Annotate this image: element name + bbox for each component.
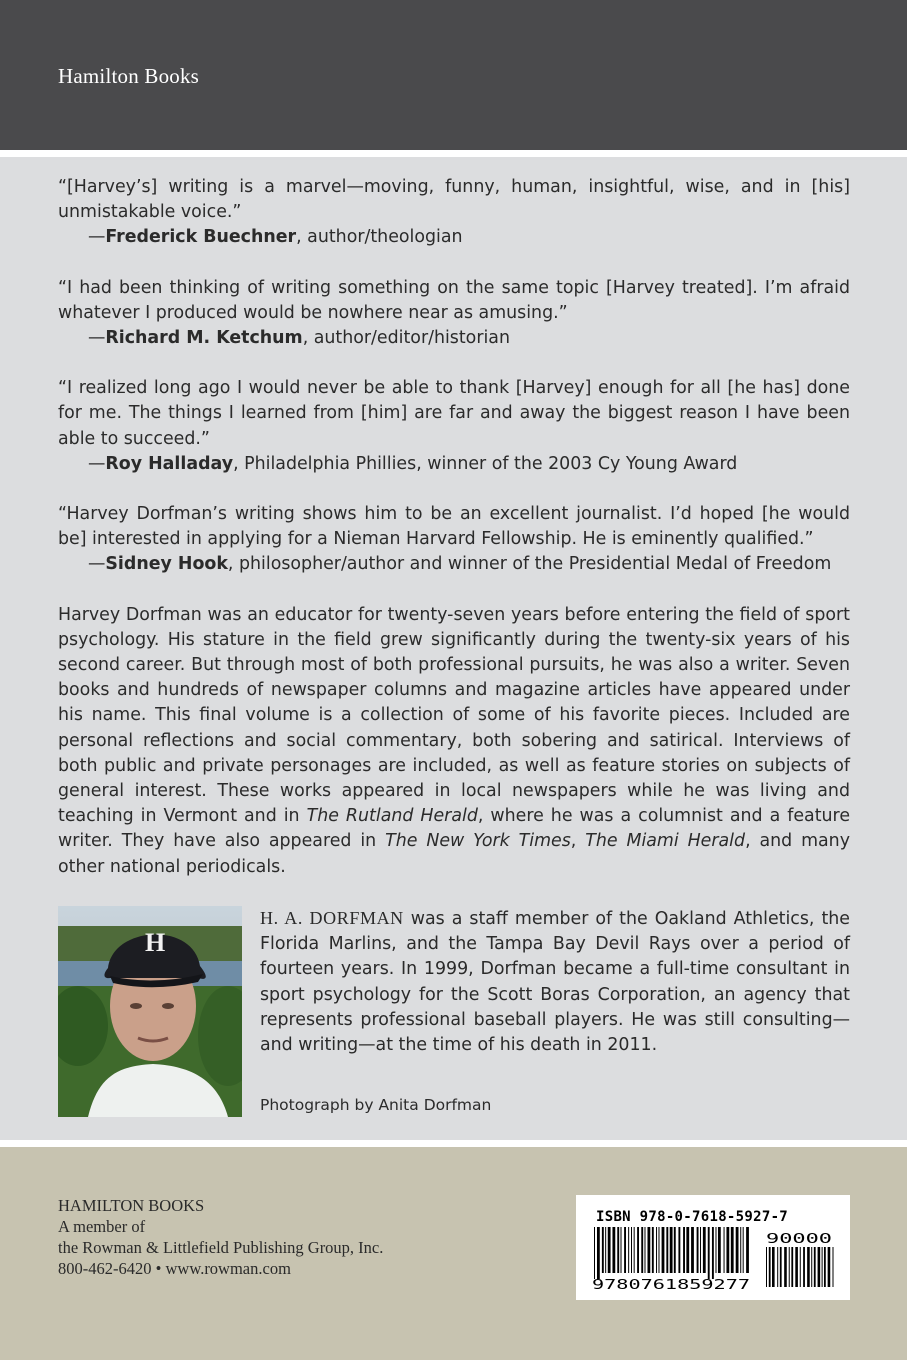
description-text: ,	[570, 831, 586, 852]
barcode-bar	[697, 1227, 699, 1273]
barcode-bar	[811, 1247, 812, 1287]
author-bio	[58, 906, 850, 1136]
endorser-role: , author/editor/historian	[302, 328, 510, 349]
publication-title: The New York Times	[385, 831, 571, 852]
publisher-imprint: HAMILTON BOOKS	[58, 1196, 205, 1215]
barcode-bar	[715, 1227, 716, 1273]
barcode-bar	[708, 1227, 710, 1279]
barcode-bar	[691, 1227, 694, 1273]
barcode-bar	[822, 1247, 823, 1287]
endorser-name: Richard M. Ketchum	[105, 328, 303, 349]
photo-credit: Photograph by Anita Dorfman	[260, 1096, 492, 1114]
endorsement-text: “I realized long ago I would never be able to thank [Harvey] enough for all [he has] done for me. The things I learned from [him] are far and away the biggest reason I have been able to succeed.”	[58, 378, 850, 449]
description-text: Harvey Dorfman was an educator for twenty-seven years before entering the field of sport psychology. His stature in the field grew significantly during the twenty-six years of his second career. But through most of both professional pursuits, he was also a writer. Seven books and hundreds of newspaper columns and magazine articles have appeared under his name. This final volume is a collection of some of his favorite pieces. Included are personal reflections and social commentary, both sobering and satirical. Interviews of both public and private personages are included, as well as feature stories on subjects of general interest. These works appeared in local newspapers while he was living and teaching in Vermont and in	[58, 604, 850, 827]
barcode-bar	[780, 1247, 782, 1287]
publication-title: The Miami Herald	[585, 831, 746, 852]
dash: —	[88, 328, 106, 349]
barcode-bar	[594, 1227, 595, 1279]
barcode-digits: 9780761859277	[592, 1278, 750, 1293]
barcode-bar	[678, 1227, 680, 1273]
barcode-bar	[674, 1227, 676, 1273]
endorsement-4	[58, 502, 850, 578]
top-banner	[0, 0, 907, 150]
endorsement-attribution	[58, 452, 850, 477]
barcode-bar	[769, 1247, 771, 1287]
barcode-bar	[740, 1227, 741, 1273]
barcode-bar	[644, 1227, 645, 1273]
author-name: H. A. DORFMAN	[260, 908, 404, 928]
endorsement-1	[58, 175, 850, 251]
book-description	[58, 603, 850, 880]
publisher-name: Hamilton Books	[58, 64, 200, 88]
endorsement-text: “[Harvey’s] writing is a marvel—moving, funny, human, insightful, wise, and in [his] unmistakable voice.”	[58, 177, 850, 223]
barcode-bar	[612, 1227, 615, 1273]
barcode-bar	[647, 1227, 650, 1273]
barcode-bar	[686, 1227, 689, 1273]
endorsement-2	[58, 276, 850, 352]
barcode-bar	[784, 1247, 787, 1287]
publisher-member: A member of	[58, 1217, 146, 1236]
isbn-label: ISBN 978-0-7618-5927-7	[596, 1209, 789, 1225]
barcode-bar	[766, 1247, 767, 1287]
barcode-bar	[624, 1227, 626, 1273]
barcode-bar	[724, 1227, 725, 1273]
blurb-column	[58, 175, 850, 880]
barcode-bar	[743, 1227, 744, 1273]
barcode-bar	[777, 1247, 778, 1287]
main-barcode-bars	[594, 1227, 749, 1279]
barcode-bar	[772, 1247, 775, 1287]
barcode-graphic	[576, 1195, 850, 1300]
barcode-bar	[791, 1247, 793, 1287]
endorser-role: , author/theologian	[296, 227, 463, 248]
barcode-bar	[718, 1227, 721, 1273]
barcode-bar	[621, 1227, 622, 1273]
barcode-bar	[807, 1247, 810, 1287]
barcode-bar	[605, 1227, 606, 1273]
barcode-bar	[703, 1227, 706, 1273]
bio-body: was a staff member of the Oakland Athletics, the Florida Marlins, and the Tampa Bay Devil Rays over a period of fourteen years. In 1999, Dorfman became a full-time consultant in sport psychology for the Scott Boras Corporation, an agency that represents professional baseball players. He was still consulting—and writing—at the time of his death in 2011.	[260, 909, 850, 1056]
publisher-block	[58, 1195, 383, 1279]
barcode-bar	[746, 1227, 749, 1273]
barcode-bar	[700, 1227, 701, 1273]
barcode-bar	[617, 1227, 619, 1273]
description-text: , and many other national periodicals.	[58, 831, 851, 877]
barcode-bar	[637, 1227, 639, 1273]
barcode-bar	[628, 1227, 629, 1273]
barcode-bar	[658, 1227, 659, 1273]
addon-barcode-bars	[766, 1247, 834, 1287]
barcode-bar	[731, 1227, 734, 1273]
bottom-divider	[0, 1140, 907, 1147]
dash: —	[88, 453, 106, 474]
endorser-name: Sidney Hook	[105, 554, 228, 575]
endorser-role: , Philadelphia Phillies, winner of the 2003 Cy Young Award	[233, 453, 738, 474]
barcode-bar	[670, 1227, 673, 1273]
barcode-bar	[800, 1247, 801, 1287]
barcode-bar	[818, 1247, 821, 1287]
bio-text	[260, 906, 850, 1058]
endorsement-text: “Harvey Dorfman’s writing shows him to be an excellent journalist. I’d hoped [he would be] interested in applying for a Nieman Harvard Fellowship. He is eminently qualified.”	[58, 504, 850, 550]
barcode-bar	[789, 1247, 790, 1287]
barcode-bar	[726, 1227, 729, 1273]
barcode-bar	[608, 1227, 611, 1273]
barcode-bar	[795, 1247, 798, 1287]
barcode-bar	[597, 1227, 600, 1279]
endorsement-3	[58, 376, 850, 477]
barcode-bar	[662, 1227, 665, 1273]
dash: —	[88, 554, 106, 575]
barcode-bar	[641, 1227, 643, 1273]
barcode-bar	[652, 1227, 654, 1273]
barcode-bar	[666, 1227, 668, 1273]
barcode-bar	[712, 1227, 714, 1279]
endorser-role: , philosopher/author and winner of the Presidential Medal of Freedom	[227, 554, 832, 575]
top-divider	[0, 150, 907, 157]
barcode-bar	[803, 1247, 805, 1287]
barcode-bar	[828, 1247, 831, 1287]
dash: —	[88, 227, 106, 248]
barcode-bar	[656, 1227, 657, 1273]
barcode-bar	[683, 1227, 685, 1273]
barcode-bar	[634, 1227, 635, 1273]
endorsement-text: “I had been thinking of writing something on the same topic [Harvey treated]. I’m afraid whatever I produced would be nowhere near as amusing.”	[58, 277, 850, 323]
endorsement-attribution	[58, 552, 850, 577]
barcode-bar	[736, 1227, 739, 1273]
publication-title: The Rutland Herald	[306, 806, 478, 827]
endorser-name: Roy Halladay	[105, 453, 234, 474]
endorsement-attribution	[58, 225, 850, 250]
cap-logo: H	[145, 928, 166, 957]
publisher-contact: 800-462-6420 • www.rowman.com	[58, 1259, 291, 1278]
barcode-bar	[833, 1247, 834, 1287]
author-photo	[58, 906, 242, 1117]
barcode-bar	[814, 1247, 816, 1287]
endorser-name: Frederick Buechner	[105, 227, 297, 248]
description-text: , where he was a columnist and a feature writer. They have also appeared in	[58, 806, 851, 852]
barcode-bar	[602, 1227, 604, 1273]
barcode-bar	[631, 1227, 632, 1273]
endorsement-attribution	[58, 326, 850, 351]
barcode-bar	[824, 1247, 826, 1287]
isbn-barcode	[576, 1195, 850, 1300]
publisher-group: the Rowman & Littlefield Publishing Group, Inc.	[58, 1238, 384, 1257]
price-code: 90000	[766, 1232, 832, 1247]
